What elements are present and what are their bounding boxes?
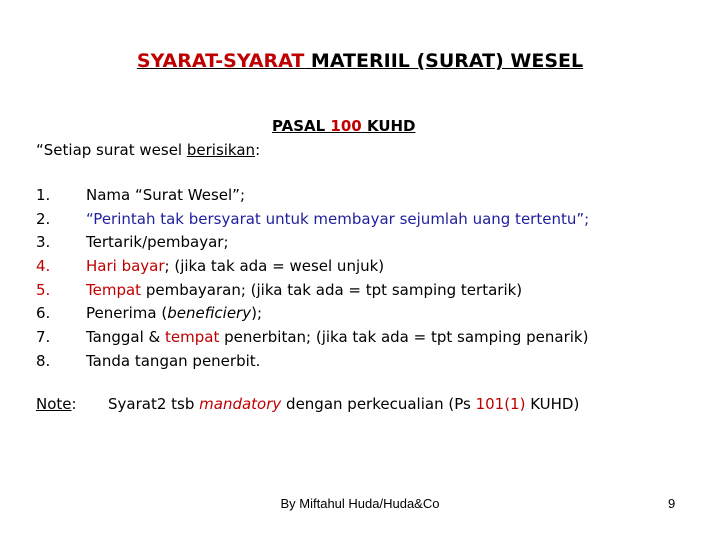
- article-heading-suffix: KUHD: [361, 117, 416, 135]
- item-number: 5.: [36, 280, 51, 299]
- note-part2: dengan perkecualian (Ps: [281, 395, 476, 413]
- intro-text: [36, 141, 260, 159]
- item-number: 8.: [36, 351, 51, 370]
- item-text: [86, 255, 384, 279]
- note-part3: KUHD): [525, 395, 580, 413]
- intro-prefix: “Setiap surat wesel: [36, 141, 187, 159]
- item-rest: pembayaran; (jika tak ada = tpt samping tertarik): [141, 280, 523, 299]
- item-highlight: Tempat: [86, 280, 142, 299]
- item-highlight: Hari bayar: [86, 257, 165, 276]
- page-number: 9: [668, 496, 676, 511]
- note-label-text: Note: [36, 395, 72, 413]
- intro-underlined: berisikan: [186, 141, 256, 159]
- slide-title: [0, 50, 720, 72]
- item-text: [86, 279, 522, 303]
- item-number: 1.: [36, 186, 51, 204]
- item-rest: ; (jika tak ada = wesel unjuk): [164, 257, 385, 276]
- item-text: Nama “Surat Wesel”;: [86, 186, 246, 204]
- item-number: 3.: [36, 233, 51, 252]
- note-colon: :: [71, 395, 77, 413]
- article-heading: [272, 117, 416, 135]
- title-highlight: SYARAT-SYARAT: [136, 50, 305, 72]
- item-rest: penerbitan; (jika tak ada = tpt samping penarik): [219, 328, 589, 347]
- item-italic: beneficiery: [167, 304, 252, 323]
- item-text: “Perintah tak bersyarat untuk membayar sejumlah uang tertentu”;: [86, 209, 590, 228]
- item-number: 2.: [36, 209, 51, 228]
- item-post: );: [251, 304, 263, 323]
- item-number: 6.: [36, 304, 51, 323]
- article-number: 100: [330, 117, 362, 135]
- note-label: [36, 395, 77, 413]
- note-reference: 101(1): [475, 395, 526, 413]
- item-number: 7.: [36, 328, 51, 347]
- item-pre: Tanggal &: [86, 328, 166, 347]
- item-text: [86, 326, 588, 350]
- note-part1: Syarat2 tsb: [108, 395, 200, 413]
- footer-credit: By Miftahul Huda/Huda&Co: [280, 496, 440, 511]
- note-italic: mandatory: [199, 395, 282, 413]
- item-text: Tanda tangan penerbit.: [86, 351, 261, 370]
- item-text: Tertarik/pembayar;: [86, 233, 229, 252]
- title-rest: MATERIIL (SURAT) WESEL: [304, 50, 584, 72]
- item-number: 4.: [36, 257, 51, 276]
- item-text: [86, 302, 262, 326]
- item-pre: Penerima (: [86, 304, 168, 323]
- note-text: [108, 395, 579, 413]
- article-heading-prefix: PASAL: [272, 117, 331, 135]
- item-highlight: tempat: [165, 328, 220, 347]
- intro-suffix: :: [255, 141, 261, 159]
